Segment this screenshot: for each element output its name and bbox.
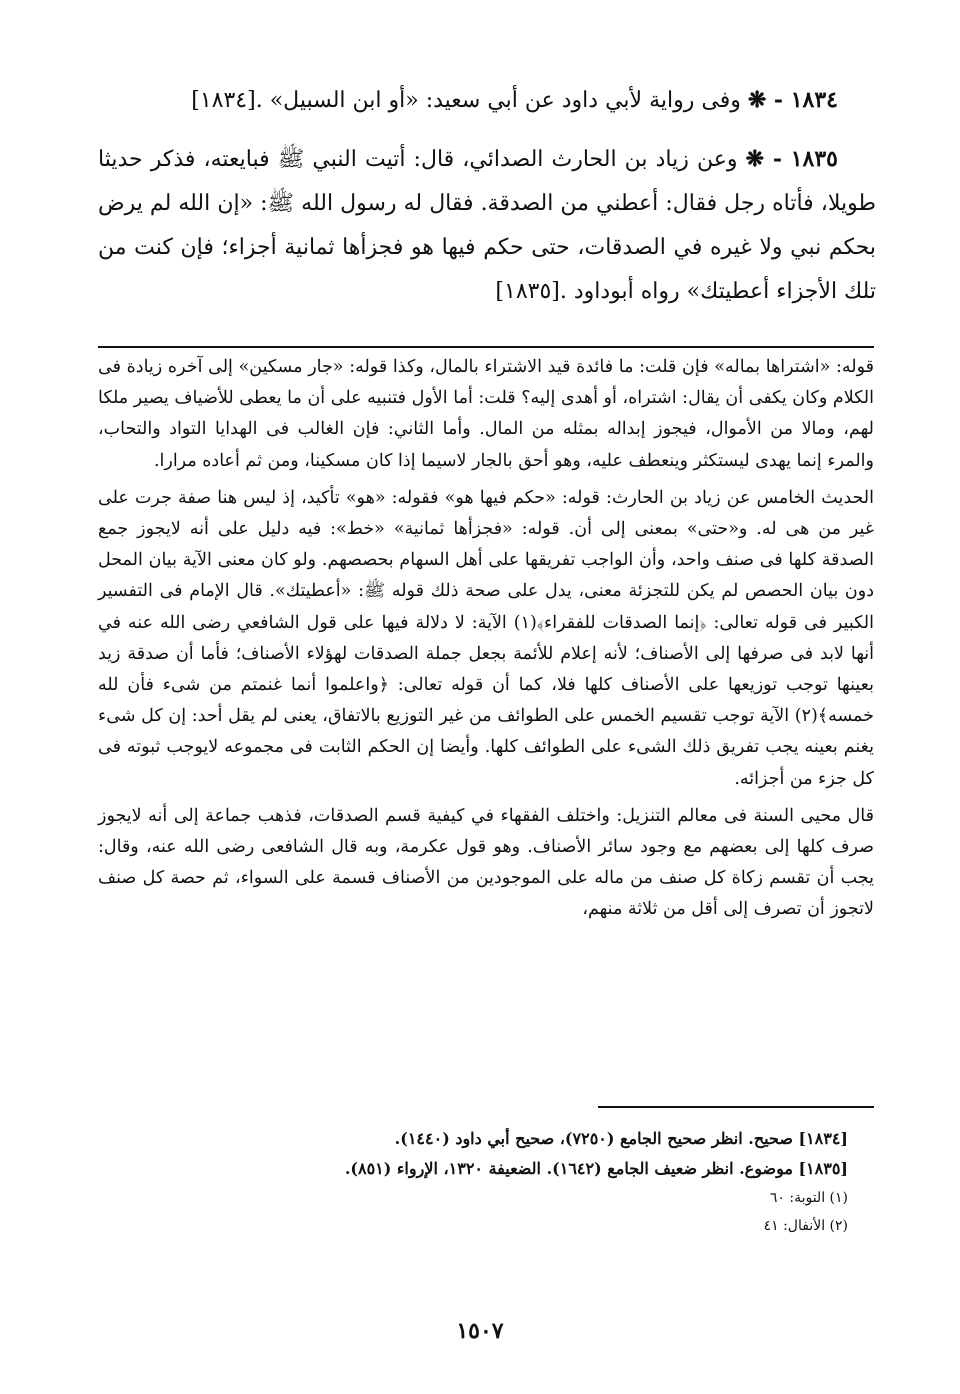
footnote-ref-1: (١) التوبة: ٦٠ <box>769 1190 848 1206</box>
section-divider <box>98 346 874 348</box>
footnote-ref-2: (٢) الأنفال: ٤١ <box>763 1218 848 1234</box>
commentary-paragraph: قوله: «اشتراها بماله» فإن قلت: ما فائدة قيد الاشتراء بالمال، وكذا قوله: «جار مسكين» إلى آخره زيادة فى الكلام وكان يكفى أن يقال: اشتراه، أو أهدى إليه؟ قلت: أما الأول فتنبيه على أن ما يعطى للأضياف يصير ملكا لهم، ومالا من الأموال، فيجوز إبداله بمثله من المال. وأما الثاني: فإن الغالب فى الهدايا التواد والتحاب، والمرء إنما يهدى ليستكثر وينعطف عليه، وهو أحق بالجار لاسيما إذا كان مسكينا، ومن ثم أعاده مرارا. <box>98 357 874 471</box>
hadith-section <box>98 78 876 314</box>
commentary-paragraph: قال محيى السنة فى معالم التنزيل: واختلف الفقهاء في كيفية قسم الصدقات، فذهب جماعة إلى أنه لايجوز صرف كلها إلى بعضهم مع وجود سائر الأصناف. وهو قول عكرمة، وبه قال الشافعى رضى الله عنه، وقال: يجب أن تقسم زكاة كل صنف من ماله على الموجودين من الأصناف قسمة على السواء، ثم حصة كل صنف لاتجوز أن تصرف إلى أقل من ثلاثة منهم، <box>98 805 874 920</box>
footnote-divider <box>598 1106 874 1108</box>
hadith-1834 <box>98 78 876 123</box>
hadith-text: وعن زياد بن الحارث الصدائي، قال: أتيت النبي ﷺ فبايعته، فذكر حديثا طويلا، فأتاه رجل فقال: أعطني من الصدقة. فقال له رسول الله ﷺ: «إن الله لم يرض بحكم نبي ولا غيره في الصدقات، حتى حكم فيها هو فجزأها ثمانية أجزاء؛ فإن كنت من تلك الأجزاء أعطيتك» رواه أبوداود .[١٨٣٥] <box>98 147 876 304</box>
page-number: ١٥٠٧ <box>456 1318 504 1344</box>
footnotes <box>228 1124 848 1240</box>
hadith-number: ١٨٣٥ - ❋ <box>745 146 838 172</box>
hadith-number: ١٨٣٤ - ❋ <box>747 87 838 113</box>
commentary-paragraph: الحديث الخامس عن زياد بن الحارث: قوله: «حكم فيها هو» فقوله: «هو» تأكيد، إذ ليس هنا صفة جرت على غير من هى له. و«حتى» بمعنى إلى أن. قوله: «فجزأها ثمانية» «خط»: فيه دليل على أنه لايجوز جمع الصدقة كلها فى صنف واحد، وأن الواجب تفريقها على أهل السهام بحصصهم. ولو كان معنى الآية بيان المحل دون بيان الحصص لم يكن للتجزئة معنى، يدل على صحة ذلك قوله ﷺ: «أعطيتك». قال الإمام فى التفسير الكبير فى قوله تعالى: ﴿إنما الصدقات للفقراء﴾(١) الآية: لا دلالة فيها على قول الشافعي رضى الله عنه في أنها لابد فى صرفها إلى الأصناف؛ لأنه إعلام للأئمة بجعل جملة الصدقات لهؤلاء الأصناف؛ فأما أن صدقة زيد بعينها توجب توزيعها على الأصناف كلها فلا، كما أن قوله تعالى: ﴿واعلموا أنما غنمتم من شىء فأن لله خمسه﴾(٢) الآية توجب تقسيم الخمس على الطوائف من غير التوزيع بالاتفاق، يعنى لم يقل أحد: إن كل شىء يغنم بعينه يجب تفريق ذلك الشىء على الطوائف كلها. وأيضا إن الحكم الثابت فى مجموعه لايوجب ثبوته فى كل جزء من أجزائه. <box>98 487 874 789</box>
footnote-1835: [١٨٣٥] موضوع. انظر ضعيف الجامع (١٦٤٢). الضعيفة ١٣٢٠، الإرواء (٨٥١). <box>344 1159 848 1178</box>
hadith-text: وفى رواية لأبي داود عن أبي سعيد: «أو ابن السبيل» .[١٨٣٤] <box>191 88 741 113</box>
commentary-section <box>98 352 874 932</box>
footnote-1834: [١٨٣٤] صحيح. انظر صحيح الجامع (٧٢٥٠)، صحيح أبي داود (١٤٤٠). <box>394 1129 848 1148</box>
hadith-1835 <box>98 137 876 314</box>
